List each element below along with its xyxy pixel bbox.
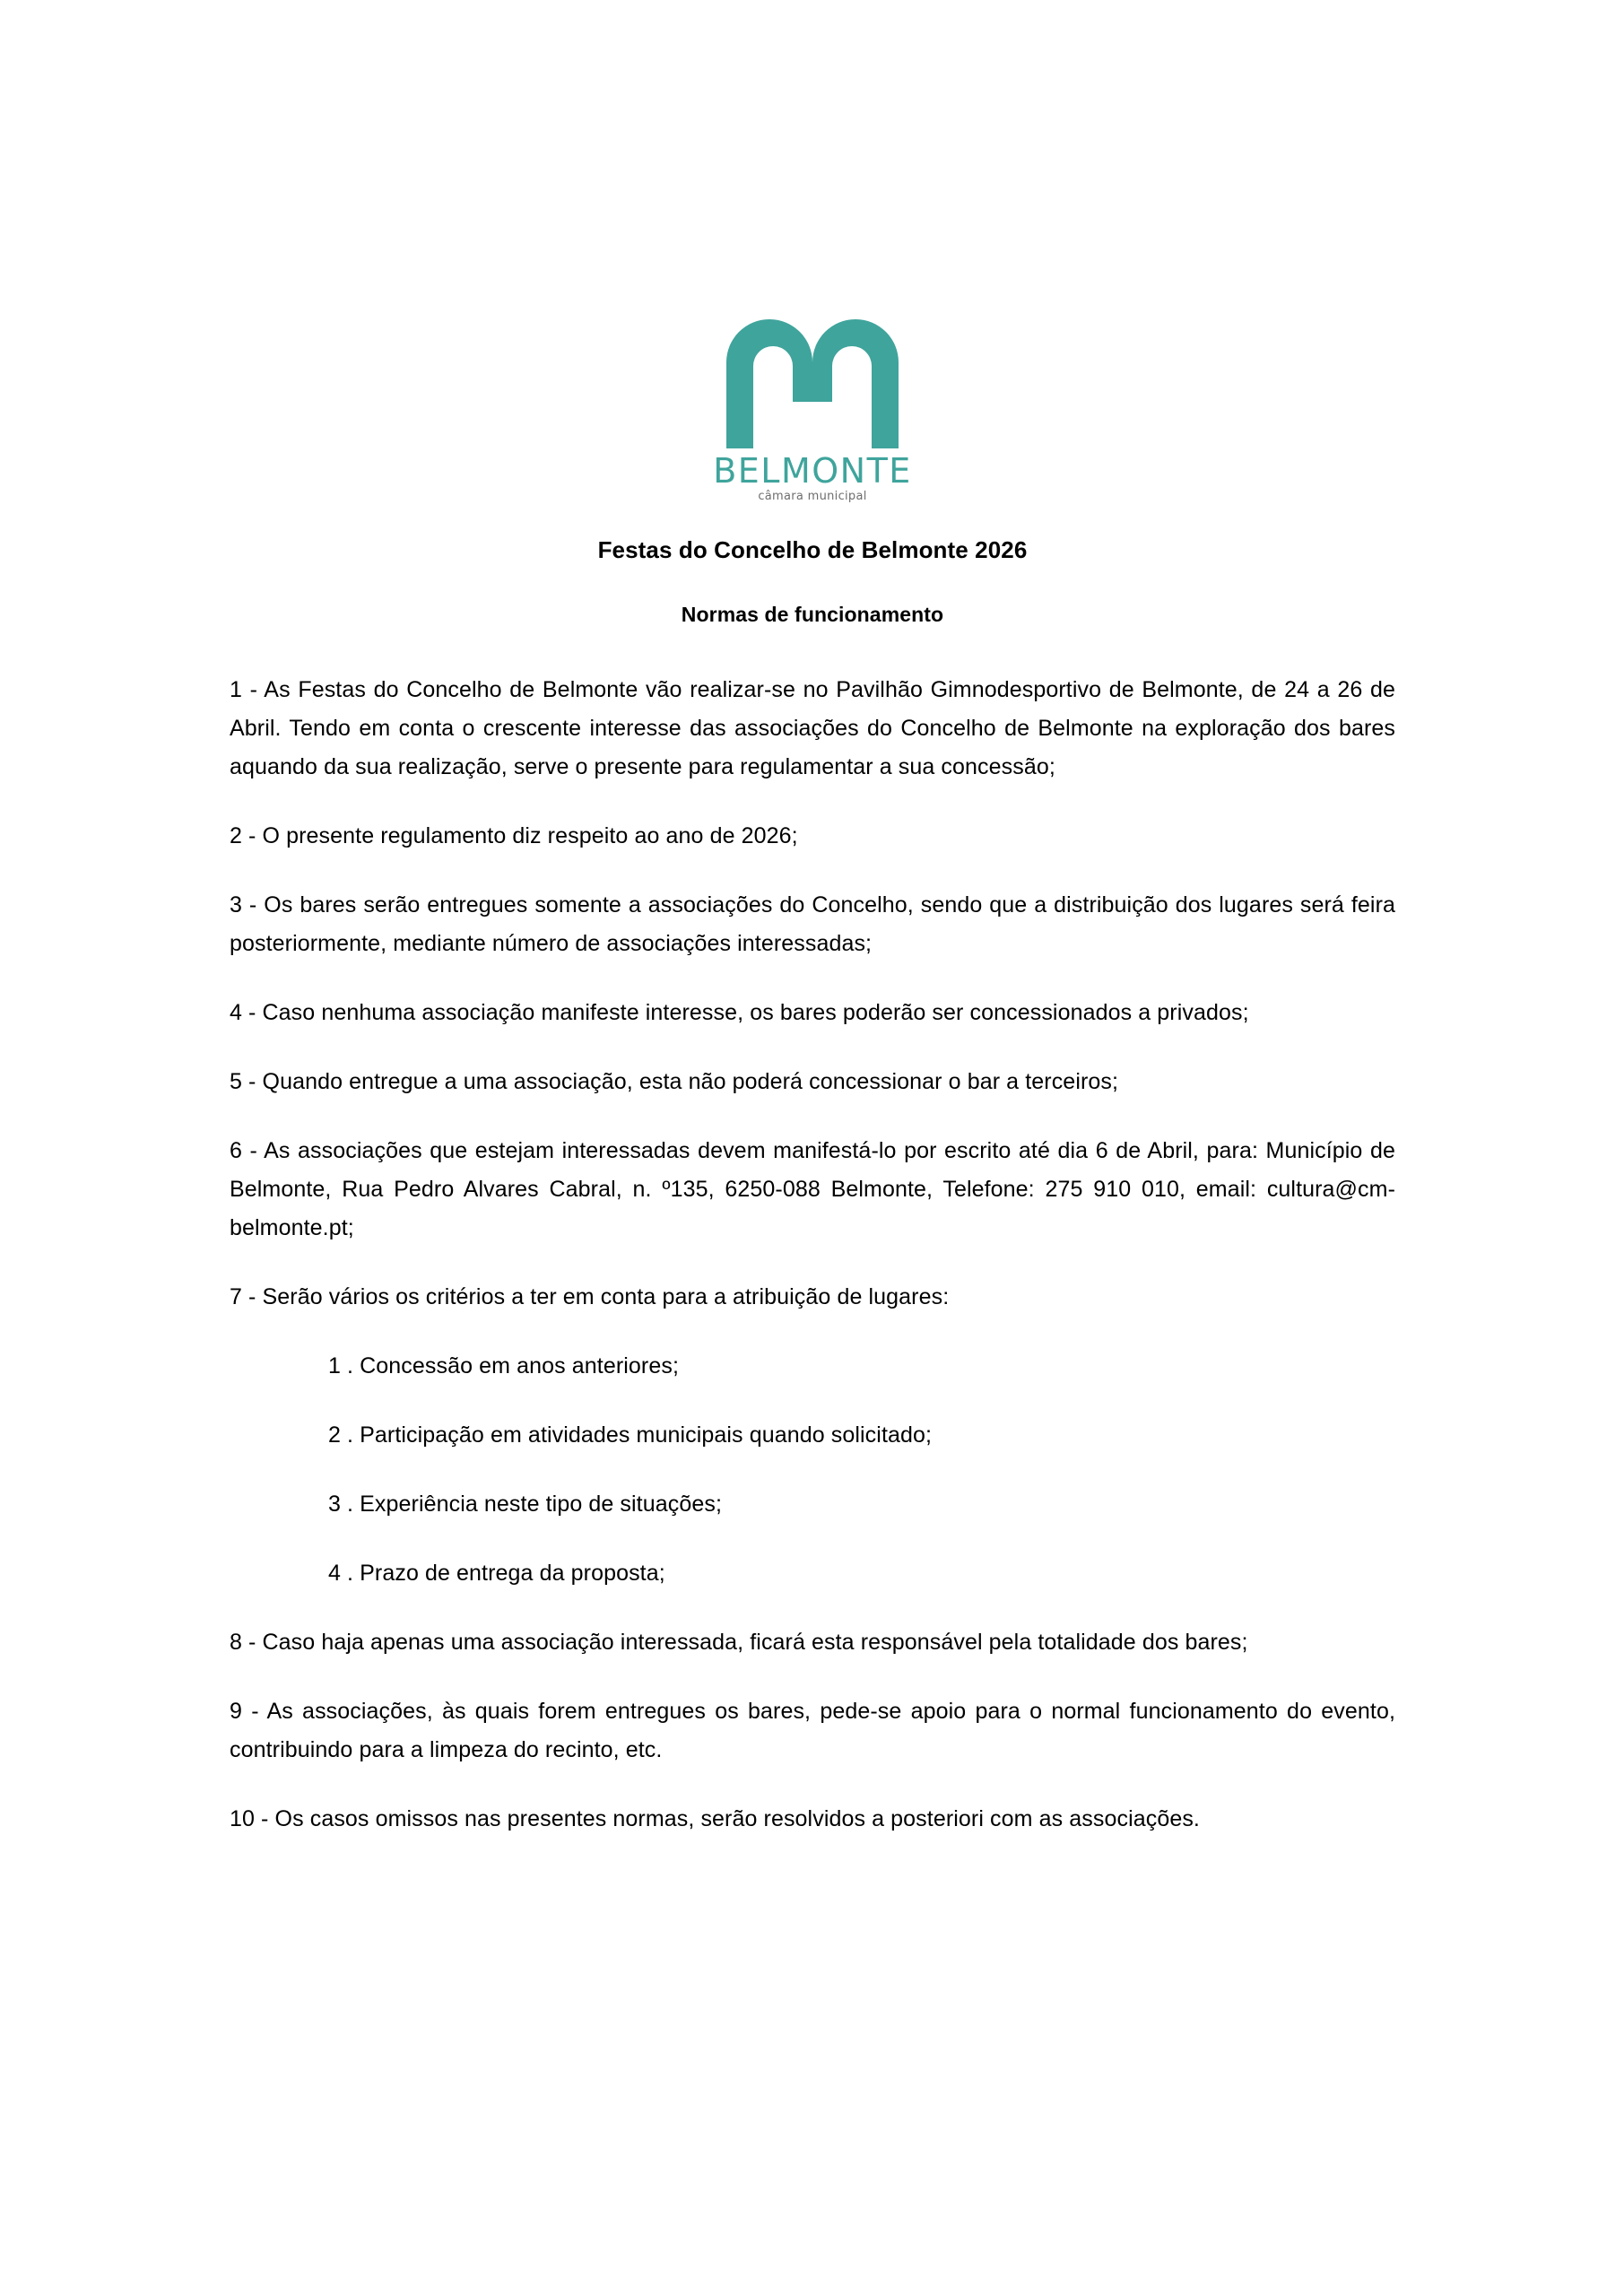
belmonte-logo	[230, 316, 1395, 502]
clause-6: 6 - As associações que estejam interessadas devem manifestá-lo por escrito até dia 6 de Abril, para: Município de Belmonte, Rua Pedro Alvares Cabral, n. º135, 6250-088 Belmonte, Telefone: 275 910 010, email: cultura@cm-belmonte.pt;	[230, 1138, 1395, 1240]
clause-8: 8 - Caso haja apenas uma associação interessada, ficará esta responsável pela totalidade dos bares;	[230, 1630, 1248, 1655]
criterion-1: 1 . Concessão em anos anteriores;	[328, 1353, 680, 1378]
logo-wordmark: BELMONTE	[713, 451, 912, 491]
clause-2: 2 - O presente regulamento diz respeito ao ano de 2026;	[230, 823, 798, 848]
clause-3: 3 - Os bares serão entregues somente a associações do Concelho, sendo que a distribuição dos lugares será feira posteriormente, mediante número de associações interessadas;	[230, 892, 1395, 956]
clause-7: 7 - Serão vários os critérios a ter em conta para a atribuição de lugares:	[230, 1284, 950, 1309]
clause-10: 10 - Os casos omissos nas presentes normas, serão resolvidos a posteriori com as associações.	[230, 1806, 1200, 1831]
document-title: Festas do Concelho de Belmonte 2026	[597, 536, 1028, 563]
clause-5: 5 - Quando entregue a uma associação, esta não poderá concessionar o bar a terceiros;	[230, 1069, 1119, 1094]
clauses-list	[230, 671, 1395, 1839]
clause-1: 1 - As Festas do Concelho de Belmonte vão realizar-se no Pavilhão Gimnodesportivo de Belmonte, de 24 a 26 de Abril. Tendo em conta o crescente interesse das associações do Concelho de Belmonte na exploração dos bares aquando da sua realização, serve o presente para regulamentar a sua concessão;	[230, 677, 1395, 779]
belmonte-m-monogram-icon	[723, 316, 902, 448]
logo-tagline: câmara municipal	[758, 490, 867, 503]
criterion-2: 2 . Participação em atividades municipais quando solicitado;	[328, 1422, 933, 1448]
clause-4: 4 - Caso nenhuma associação manifeste interesse, os bares poderão ser concessionados a privados;	[230, 1000, 1249, 1025]
criterion-3: 3 . Experiência neste tipo de situações;	[328, 1492, 722, 1517]
criterion-4: 4 . Prazo de entrega da proposta;	[328, 1561, 665, 1586]
clause-9: 9 - As associações, às quais forem entregues os bares, pede-se apoio para o normal funcionamento do evento, contribuindo para a limpeza do recinto, etc.	[230, 1699, 1395, 1762]
document-subtitle: Normas de funcionamento	[681, 603, 944, 626]
